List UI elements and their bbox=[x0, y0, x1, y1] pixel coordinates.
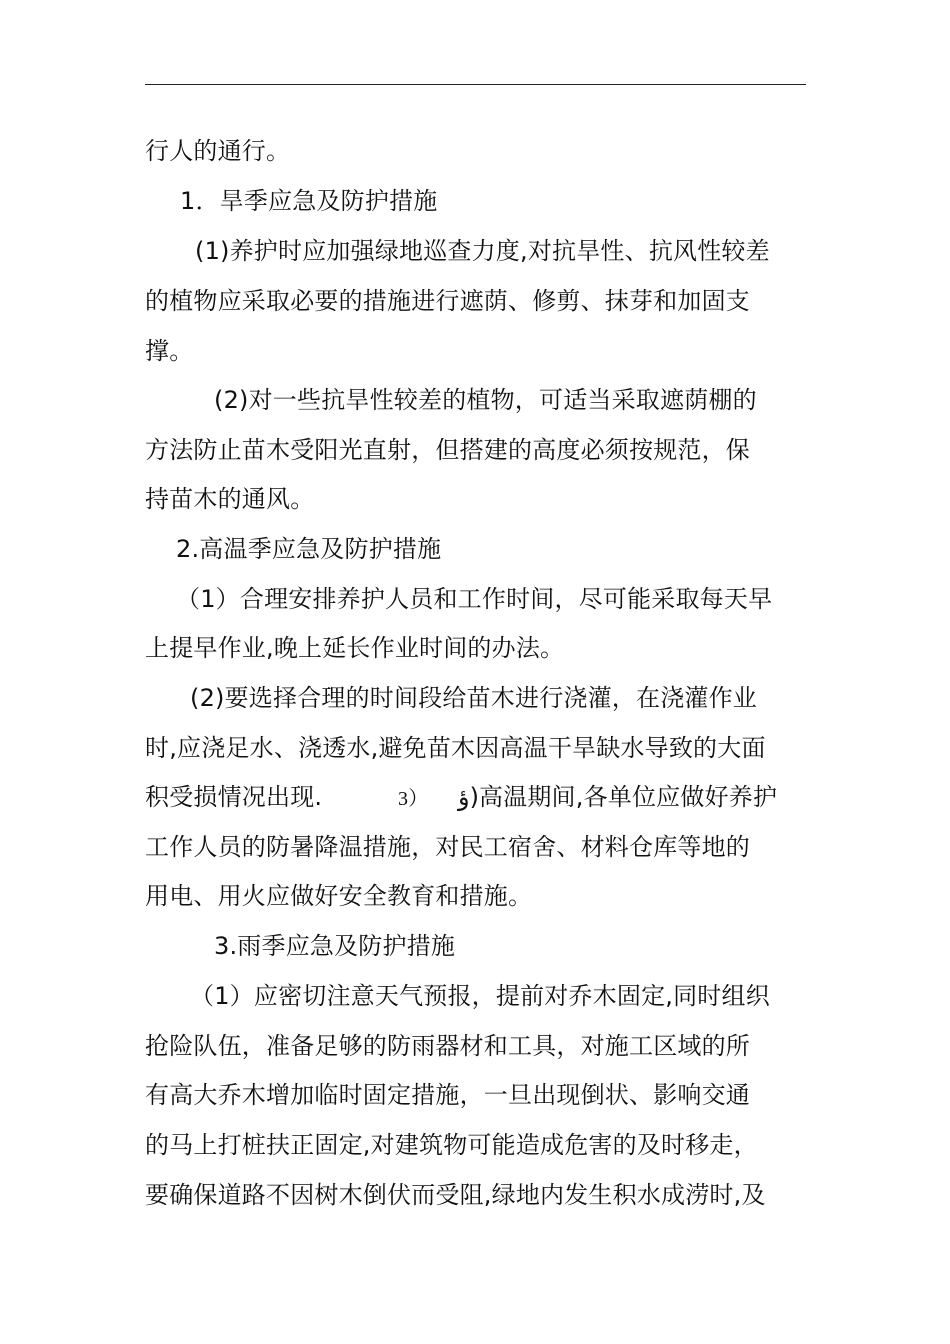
text-line: 用电、用火应做好安全教育和措施。 bbox=[145, 882, 533, 910]
text-line: (2)要选择合理的时间段给苗木进行浇灌，在浇灌作业 bbox=[190, 684, 757, 712]
header-rule bbox=[145, 84, 806, 85]
text-line: ؤ)高温期间,各单位应做好养护 bbox=[458, 783, 778, 811]
text-line: 上提早作业,晚上延长作业时间的办法。 bbox=[145, 634, 565, 662]
section-heading: 3.雨季应急及防护措施 bbox=[214, 932, 456, 960]
text-line: 要确保道路不因树木倒伏而受阻,绿地内发生积水成涝时,及 bbox=[145, 1181, 766, 1209]
text-line: 的马上打桩扶正固定,对建筑物可能造成危害的及时移走， bbox=[145, 1131, 758, 1159]
text-line: 时,应浇足水、浇透水,避免苗木因高温干旱缺水导致的大面 bbox=[145, 734, 766, 762]
text-line: (1)养护时应加强绿地巡查力度,对抗旱性、抗风性较差 bbox=[195, 237, 770, 265]
text-line: （1）合理安排养护人员和工作时间，尽可能采取每天早 bbox=[176, 585, 773, 613]
list-marker: 3） bbox=[398, 788, 429, 810]
section-heading: 1．旱季应急及防护措施 bbox=[180, 187, 438, 215]
text-line: （1）应密切注意天气预报，提前对乔木固定,同时组织 bbox=[190, 982, 770, 1010]
text-line: 抢险队伍，准备足够的防雨器材和工具，对施工区域的所 bbox=[145, 1032, 750, 1060]
text-line: 行人的通行。 bbox=[145, 137, 291, 165]
section-heading: 2.高温季应急及防护措施 bbox=[176, 535, 442, 563]
text-line: 持苗木的通风。 bbox=[145, 485, 315, 513]
text-line: 的植物应采取必要的措施进行遮荫、修剪、抹芽和加固支 bbox=[145, 287, 750, 315]
text-line: 有高大乔木增加临时固定措施，一旦出现倒状、影响交通 bbox=[145, 1081, 750, 1109]
text-line: 积受损情况出现. bbox=[145, 783, 323, 811]
text-line: (2)对一些抗旱性较差的植物，可适当采取遮荫棚的 bbox=[214, 386, 757, 414]
text-line: 方法防止苗木受阳光直射，但搭建的高度必须按规范，保 bbox=[145, 436, 750, 464]
text-line: 工作人员的防暑降温措施，对民工宿舍、材料仓库等地的 bbox=[145, 833, 750, 861]
text-line: 撑。 bbox=[145, 337, 194, 365]
